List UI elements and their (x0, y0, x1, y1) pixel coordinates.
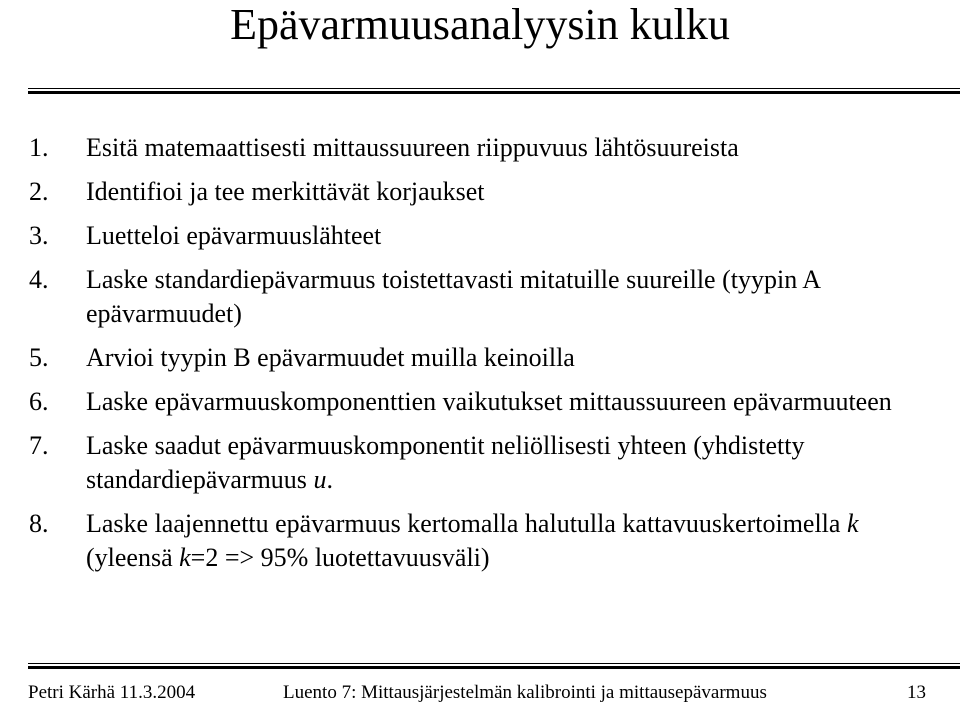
slide-title: Epävarmuusanalyysin kulku (230, 0, 730, 49)
list-item (0, 341, 960, 375)
list-item (0, 429, 960, 497)
step-text-segment: =2 => 95% luotettavuusväli) (190, 543, 490, 572)
footer (0, 680, 960, 706)
footer-divider-bottom (28, 666, 960, 669)
list-item (0, 263, 960, 331)
step-number: 1. (29, 133, 49, 162)
step-text-segment: Laske epävarmuuskomponenttien vaikutukset mittaussuureen epävarmuuteen (86, 387, 892, 416)
list-item (0, 385, 960, 419)
step-text (86, 431, 804, 494)
step-text-segment: . (326, 465, 333, 494)
step-text (86, 387, 892, 416)
math-symbol: u (313, 465, 327, 494)
title-divider-top (28, 88, 960, 89)
step-list (0, 131, 960, 585)
page-number: 13 (907, 682, 926, 703)
step-text-segment: Laske standardiepävarmuus toistettavasti mitatuille suureille (tyypin A epävarmuudet) (86, 265, 820, 328)
list-item (0, 507, 960, 575)
list-item (0, 175, 960, 209)
footer-divider-top (28, 663, 960, 664)
step-text-segment: Luetteloi epävarmuuslähteet (86, 221, 382, 250)
step-text (86, 133, 739, 162)
step-text-segment: Identifioi ja tee merkittävät korjaukset (86, 177, 485, 206)
title-divider-bottom (28, 91, 960, 94)
math-symbol: k (846, 509, 859, 538)
step-text (86, 509, 859, 572)
step-number: 7. (29, 431, 49, 460)
step-text (86, 265, 820, 328)
step-number: 5. (29, 343, 49, 372)
step-text-segment: Esitä matemaattisesti mittaussuureen riippuvuus lähtösuureista (86, 133, 739, 162)
step-number: 6. (29, 387, 49, 416)
math-symbol: k (179, 543, 191, 572)
list-item (0, 131, 960, 165)
footer-author-date: Petri Kärhä 11.3.2004 (28, 682, 196, 703)
step-text-segment: Arvioi tyypin B epävarmuudet muilla keinoilla (86, 343, 575, 372)
footer-lecture-title: Luento 7: Mittausjärjestelmän kalibrointi ja mittausepävarmuus (283, 682, 767, 703)
step-number: 8. (29, 509, 49, 538)
step-text (86, 177, 485, 206)
step-text-segment: (yleensä (86, 543, 180, 572)
step-text (86, 221, 381, 250)
list-item (0, 219, 960, 253)
step-text (86, 343, 575, 372)
step-number: 3. (29, 221, 49, 250)
step-number: 4. (29, 265, 49, 294)
step-text-segment: Laske saadut epävarmuuskomponentit neliöllisesti yhteen (yhdistetty standardiepävarmuus (86, 431, 805, 494)
step-number: 2. (29, 177, 49, 206)
step-text-segment: Laske laajennettu epävarmuus kertomalla halutulla kattavuuskertoimella (86, 509, 847, 538)
